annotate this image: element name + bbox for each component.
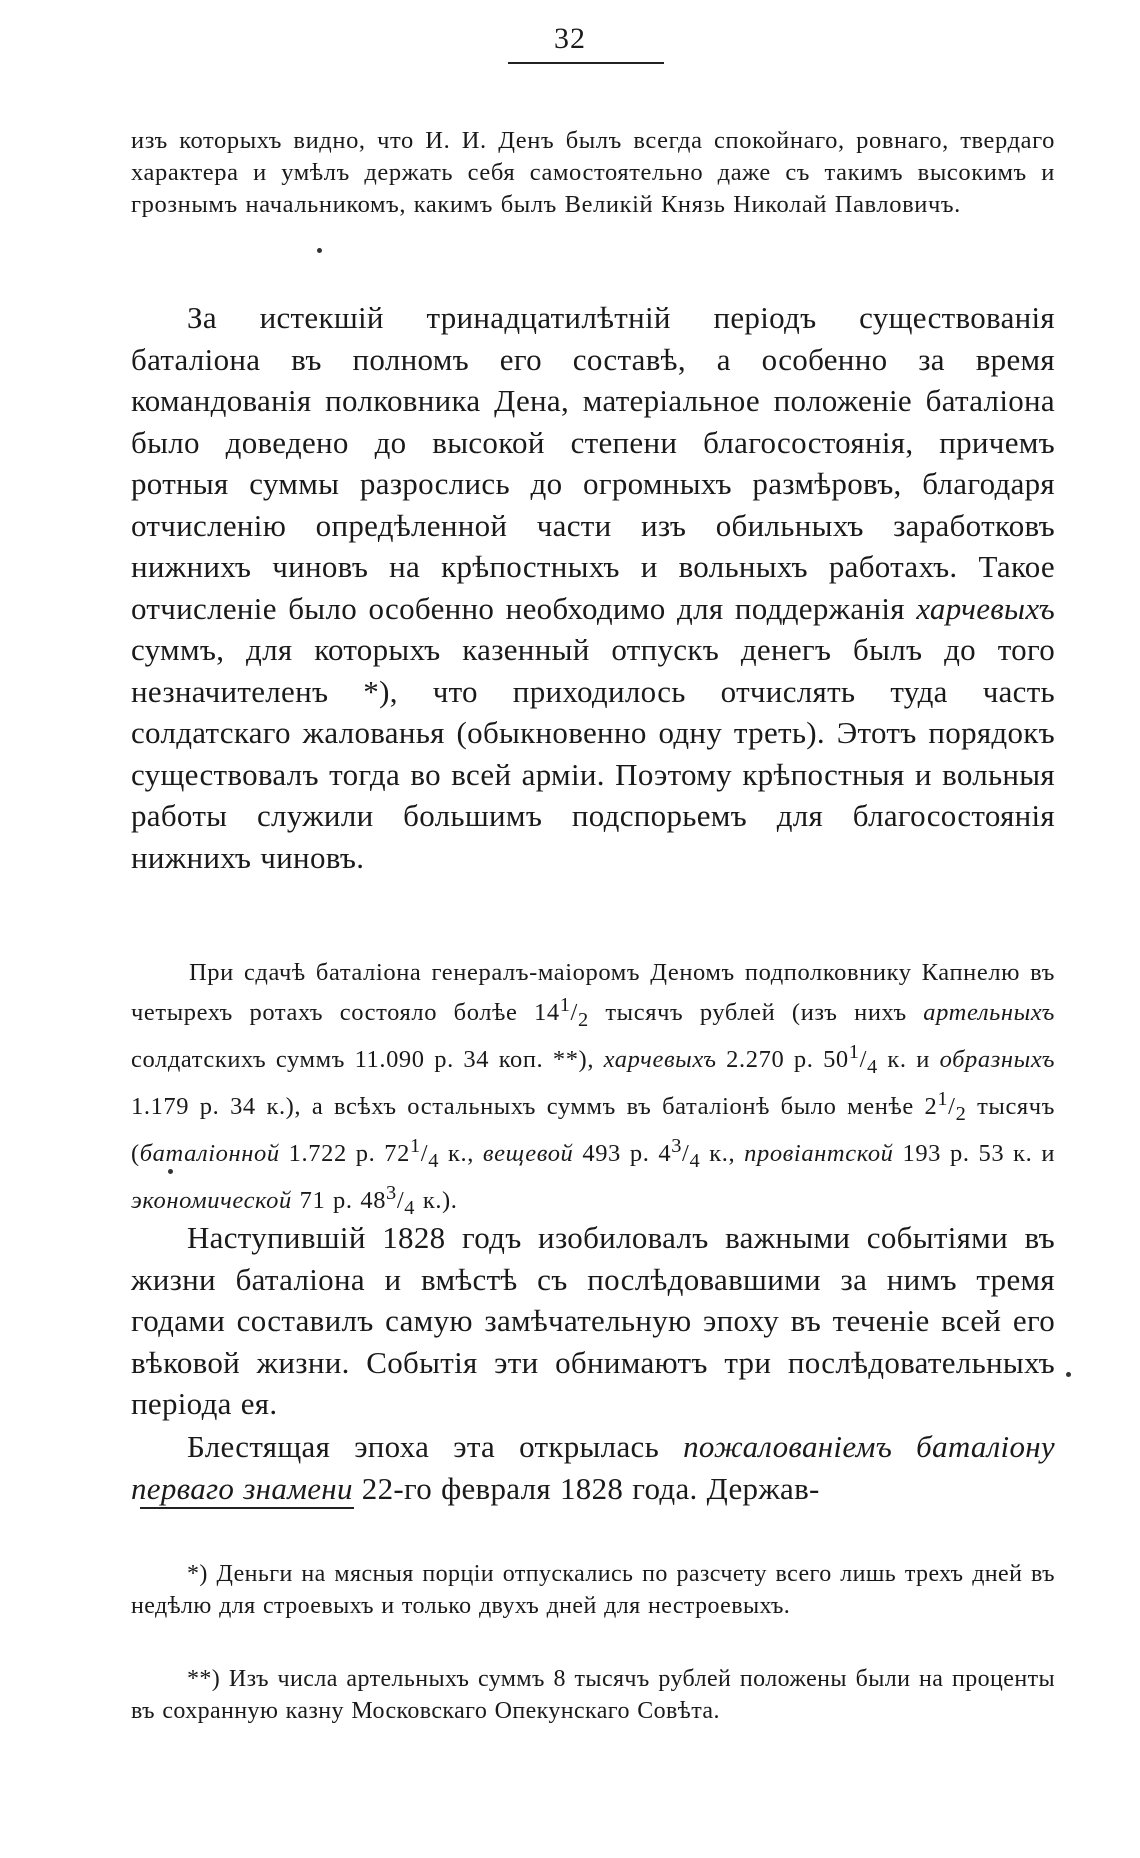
italic-term: харчевыхъ — [916, 590, 1055, 626]
fraction-numerator: 3 — [671, 1134, 683, 1157]
fraction-numerator: 1 — [937, 1087, 949, 1110]
text-run: солдатскихъ суммъ 11.090 р. 34 коп. **), — [131, 1045, 604, 1073]
ink-speck — [1066, 1372, 1071, 1377]
fraction-denominator: 4 — [867, 1055, 878, 1078]
fraction-numerator: 1 — [409, 1134, 421, 1157]
text-run: Блестящая эпоха эта открылась — [187, 1429, 684, 1464]
italic-term: баталіонной — [139, 1139, 280, 1167]
italic-term: вещевой — [482, 1139, 574, 1167]
text-run: тысячъ рублей (изъ нихъ — [588, 998, 924, 1026]
italic-term: пожалованіемъ баталіону перваго знамени — [131, 1429, 1055, 1506]
footnote-2: **) Изъ числа артельныхъ суммъ 8 тысячъ рублей положены были на проценты въ сохранную казну Московскаго Опекунскаго Совѣта. — [131, 1666, 1055, 1724]
footnote-1: *) Деньги на мясныя порціи отпускались по разсчету всего лишь трехъ дней въ недѣлю для строевыхъ и только двухъ дней для нестроевыхъ. — [131, 1561, 1055, 1619]
fraction-denominator: 4 — [689, 1149, 701, 1172]
ink-speck — [317, 248, 322, 253]
fraction-numerator: 1 — [559, 993, 571, 1016]
italic-term: образныхъ — [939, 1045, 1056, 1073]
paragraph-first-banner — [131, 1426, 1055, 1509]
text-run: к.). — [415, 1186, 458, 1214]
text-run: При сдачѣ баталіона генералъ-маіоромъ Деномъ подполковнику Капнелю въ четырехъ ротахъ состояло болѣе 14 — [131, 958, 1055, 1026]
text-run: За истекшій тринадцатилѣтній періодъ существованія баталіона въ полномъ его составѣ, а особенно за время командованія полковника Дена, матеріальное положеніе баталіона было доведено до высокой степени благосостоянія, причемъ ротныя суммы разрослись до огромныхъ размѣровъ, благодаря отчисленію опредѣленной части изъ обильныхъ заработковъ нижнихъ чиновъ на крѣпостныхъ и вольныхъ работахъ. Такое отчисленіе было особенно необходимо для поддержанія — [131, 300, 1055, 626]
text-run: к., — [439, 1139, 483, 1167]
text-run: к. и — [877, 1045, 940, 1073]
header-rule — [508, 62, 664, 64]
text-run: 193 р. 53 к. и — [893, 1139, 1056, 1167]
paragraph-fund-transfer: При сдачѣ баталіона генералъ-маіоромъ Деномъ подполковнику Капнелю въ четырехъ ротахъ состояло болѣе $14^1/_2$ тысячъ рублей (изъ нихъ артельныхъ солдатскихъ суммъ 11.090 р. 34 коп. **), харчевыхъ 2.270 р. $50^1/_4$ к. и образныхъ 1.179 р. 34 к.), а всѣхъ остальныхъ суммъ въ баталіонѣ было менѣе $2^1/_2$ тысячъ (баталіонной 1.722 р. $72^1/_4$ к., вещевой 493 р. $4^3/_4$ к., провіантской 193 р. 53 к. и экономической 71 р. $48^3/_4$ к.). — [131, 958, 1056, 1219]
italic-term: артельныхъ — [923, 998, 1055, 1026]
fraction-numerator: 1 — [848, 1040, 860, 1063]
text-run: 2.270 р. 50 — [716, 1045, 849, 1073]
text-run: суммъ, для которыхъ казенный отпускъ денегъ былъ до того незначителенъ *), что приходилось отчислять туда часть солдатскаго жалованья (обыкновенно одну треть). Этотъ порядокъ существовалъ тогда во всей арміи. Поэтому крѣпостныя и вольныя работы служили большимъ подспорьемъ для благосостоянія нижнихъ чиновъ. — [131, 632, 1055, 875]
fraction-numerator: 3 — [386, 1181, 397, 1204]
paragraph-continued: изъ которыхъ видно, что И. И. Денъ былъ всегда спокойнаго, ровнаго, твердаго характера и умѣлъ держать себя самостоятельно даже съ такимъ высокимъ и грознымъ начальникомъ, какимъ былъ Великій Князь Николай Павловичъ. — [131, 126, 1055, 218]
text-run: 1.722 р. 72 — [279, 1139, 410, 1167]
page-number: 32 — [554, 22, 586, 55]
text-run: тысячъ ( — [131, 1092, 1055, 1167]
italic-term: экономической — [131, 1186, 292, 1214]
paragraph-battalion-welfare — [131, 297, 1055, 878]
fraction-denominator: 2 — [955, 1102, 967, 1125]
paragraph-1828-events: Наступившій 1828 годъ изобиловалъ важными событіями въ жизни баталіона и вмѣстѣ съ послѣдовавшими за нимъ тремя годами составилъ самую замѣчательную эпоху въ теченіе всей его вѣковой жизни. Событія эти обнимаютъ три послѣдовательныхъ періода ея. — [131, 1220, 1055, 1421]
text-run: 71 р. 48 — [291, 1186, 387, 1214]
text-run: 22-го февраля 1828 года. Держав- — [352, 1470, 820, 1506]
ink-speck — [168, 1169, 173, 1174]
text-run: к., — [700, 1139, 745, 1167]
footnote-rule — [140, 1507, 354, 1509]
fraction-denominator: 4 — [404, 1196, 416, 1219]
fraction-denominator: 2 — [577, 1008, 589, 1031]
text-run: 493 р. 4 — [573, 1139, 672, 1167]
italic-term: провіантской — [744, 1139, 894, 1167]
fraction-denominator: 4 — [428, 1149, 440, 1172]
italic-term: харчевыхъ — [603, 1045, 717, 1073]
text-run: 1.179 р. 34 к.), а всѣхъ остальныхъ суммъ въ баталіонѣ было менѣе 2 — [131, 1092, 938, 1120]
